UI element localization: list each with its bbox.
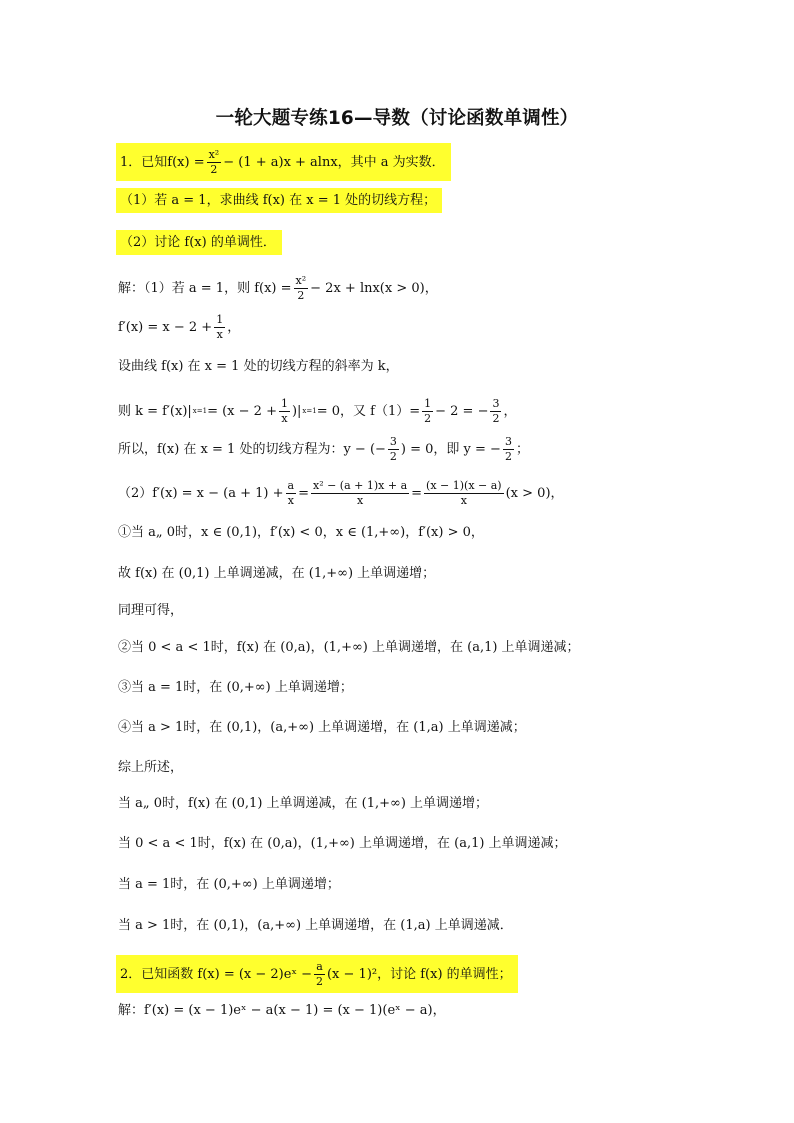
s1-l6-num2: x² − (a + 1)x + a — [312, 479, 408, 492]
solution-1-line-17: 当 a > 1时，在 (0,1)，(a,+∞) 上单调递增，在 (1,a) 上单调递减． — [118, 918, 513, 933]
s1-l4-den3: 2 — [492, 411, 500, 425]
q1-fraction — [207, 149, 222, 175]
s1-l5-den2: 2 — [504, 449, 512, 463]
q2-frac-num: a — [316, 960, 323, 973]
s1-l4-sub2: x=1 — [302, 406, 317, 415]
s1-l2-num: 1 — [216, 313, 224, 326]
s1-l5-post: ； — [515, 441, 529, 457]
s1-l4-mid3: = 0，又 f（1）= — [316, 403, 421, 419]
solution-1-line-1 — [118, 275, 438, 301]
s1-l6-num1: a — [287, 479, 295, 492]
s1-l1-fraction — [294, 275, 309, 301]
s1-l5-pre: 所以，f(x) 在 x = 1 处的切线方程为：y − (− — [118, 441, 386, 457]
s1-l5-den: 2 — [389, 449, 397, 463]
s1-l1-post: − 2x + lnx(x > 0)， — [310, 280, 438, 296]
question-1-part-2: （2）讨论 f(x) 的单调性． — [116, 230, 282, 255]
s1-l2-post: ， — [227, 319, 241, 335]
solution-1-line-16: 当 a = 1时，在 (0,+∞) 上单调递增； — [118, 877, 340, 892]
s1-l6-den2: x — [356, 493, 364, 507]
solution-1-line-5 — [118, 436, 529, 462]
solution-1-line-15: 当 0 < a < 1时，f(x) 在 (0,a)，(1,+∞) 上单调递增，在 (a,1) 上单调递减； — [118, 836, 567, 851]
q1-frac-num: x² — [208, 148, 220, 161]
solution-1-line-3: 设曲线 f(x) 在 x = 1 处的切线方程的斜率为 k， — [118, 359, 399, 374]
s1-l1-num: x² — [295, 274, 307, 287]
q2-fraction — [314, 961, 325, 987]
s1-l1-pre: 解：（1）若 a = 1，则 f(x) = — [118, 280, 292, 296]
q1-prefix: 1．已知 — [120, 154, 168, 170]
question-2 — [116, 955, 518, 993]
q1-frac-den: 2 — [210, 162, 218, 176]
s1-l6-den1: x — [287, 493, 294, 507]
s1-l1-den: 2 — [297, 288, 305, 302]
s1-l4-num: 1 — [280, 397, 288, 410]
page-title: 一轮大题专练16—导数（讨论函数单调性） — [215, 108, 579, 129]
s1-l6-den3: x — [460, 493, 467, 507]
q2-prefix: 2．已知函数 f(x) = (x − 2)eˣ − — [120, 966, 312, 982]
s1-l6-eq2: = — [411, 485, 423, 501]
s1-l5-num: 3 — [389, 435, 397, 448]
solution-1-line-8: 故 f(x) 在 (0,1) 上单调递减，在 (1,+∞) 上单调递增； — [118, 566, 436, 581]
s1-l5-num2: 3 — [504, 435, 512, 448]
s1-l6-num3: (x − 1)(x − a) — [426, 479, 502, 492]
s1-l6-pre: （2）f′(x) = x − (a + 1) + — [118, 485, 284, 501]
s1-l4-fraction-1 — [279, 398, 290, 424]
solution-1-line-13: 综上所述， — [118, 760, 184, 775]
solution-1-line-4 — [118, 398, 516, 424]
s1-l2-pre: f′(x) = x − 2 + — [118, 319, 213, 335]
s1-l4-fraction-3 — [490, 398, 501, 424]
solution-2-line-1: 解：f′(x) = (x − 1)eˣ − a(x − 1) = (x − 1)(eˣ − a)， — [118, 1003, 446, 1018]
s1-l4-mid2: )| — [291, 403, 302, 419]
s1-l4-mid: = (x − 2 + — [207, 403, 277, 419]
solution-1-line-6 — [118, 480, 564, 506]
s1-l6-fraction-3 — [424, 480, 504, 506]
solution-1-line-7: ①当 a„ 0时，x ∈ (0,1)，f′(x) < 0，x ∈ (1,+∞)，f′(x) > 0， — [118, 525, 484, 540]
s1-l4-num3: 3 — [492, 397, 500, 410]
s1-l6-fraction-2 — [311, 480, 409, 506]
solution-1-line-2 — [118, 314, 240, 340]
s1-l2-fraction — [214, 314, 225, 340]
q2-rest: (x − 1)²，讨论 f(x) 的单调性； — [326, 966, 512, 982]
s1-l6-eq1: = — [298, 485, 309, 501]
s1-l5-fraction-1 — [388, 436, 399, 462]
q1-func-lhs: f(x) = — [167, 154, 205, 170]
s1-l6-post: (x > 0)， — [505, 485, 564, 501]
question-1 — [116, 143, 451, 181]
s1-l2-den: x — [216, 327, 223, 341]
s1-l4-sub1: x=1 — [192, 406, 208, 415]
s1-l4-mid4: − 2 = − — [435, 403, 489, 419]
solution-1-line-9: 同理可得， — [118, 603, 184, 618]
q1-func-rest: − (1 + a)x + alnx — [223, 154, 338, 170]
s1-l4-num2: 1 — [424, 397, 432, 410]
s1-l4-den2: 2 — [424, 411, 432, 425]
s1-l5-mid: ) = 0，即 y = − — [400, 441, 501, 457]
solution-1-line-12: ④当 a > 1时，在 (0,1)，(a,+∞) 上单调递增，在 (1,a) 上单调递减； — [118, 720, 526, 735]
s1-l4-post: ， — [503, 403, 517, 419]
question-1-part-1: （1）若 a = 1，求曲线 f(x) 在 x = 1 处的切线方程； — [116, 188, 442, 213]
solution-1-line-10: ②当 0 < a < 1时，f(x) 在 (0,a)，(1,+∞) 上单调递增，在 (a,1) 上单调递减； — [118, 640, 580, 655]
s1-l5-fraction-2 — [503, 436, 514, 462]
q1-suffix: ，其中 a 为实数． — [337, 154, 445, 170]
s1-l6-fraction-1 — [286, 480, 297, 506]
s1-l4-den: x — [281, 411, 288, 425]
s1-l4-pre: 则 k = f′(x)| — [118, 403, 192, 419]
q2-frac-den: 2 — [315, 974, 323, 988]
solution-1-line-11: ③当 a = 1时，在 (0,+∞) 上单调递增； — [118, 680, 353, 695]
solution-1-line-14: 当 a„ 0时，f(x) 在 (0,1) 上单调递减，在 (1,+∞) 上单调递增； — [118, 796, 489, 811]
s1-l4-fraction-2 — [422, 398, 433, 424]
